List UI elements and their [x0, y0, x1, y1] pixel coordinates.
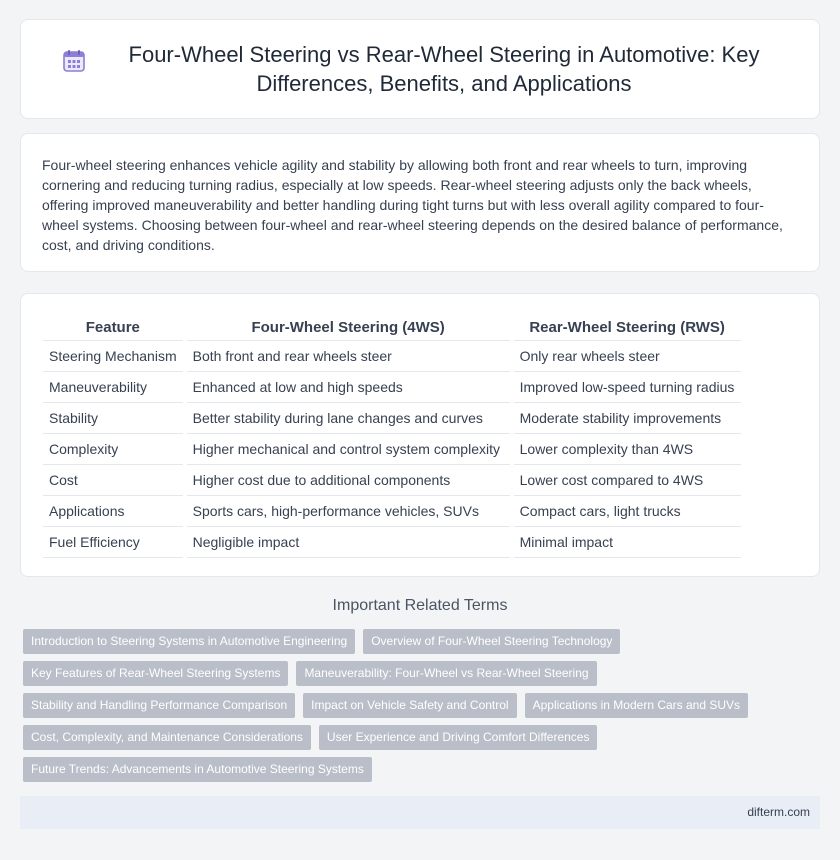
- tag-row: [23, 629, 823, 654]
- related-term-tag[interactable]: Key Features of Rear-Wheel Steering Systems: [23, 661, 288, 686]
- table-row: [43, 372, 741, 403]
- tag-row: [23, 757, 823, 782]
- feature-cell: Stability: [43, 403, 183, 434]
- rear-wheel-cell: Improved low-speed turning radius: [514, 372, 741, 403]
- tag-row: [23, 725, 823, 750]
- table-row: [43, 341, 741, 372]
- page-title: Four-Wheel Steering vs Rear-Wheel Steering in Automotive: Key Differences, Benefits, and Applications: [128, 42, 760, 96]
- header-rear-wheel: Rear-Wheel Steering (RWS): [514, 314, 741, 341]
- comparison-table: [39, 314, 745, 558]
- intro-card: [20, 133, 820, 272]
- related-term-tag[interactable]: Introduction to Steering Systems in Automotive Engineering: [23, 629, 355, 654]
- rear-wheel-cell: Minimal impact: [514, 527, 741, 558]
- table-row: [43, 434, 741, 465]
- footer-site-link[interactable]: difterm.com: [747, 805, 810, 819]
- four-wheel-cell: Both front and rear wheels steer: [187, 341, 510, 372]
- tag-row: [23, 693, 823, 718]
- four-wheel-cell: Enhanced at low and high speeds: [187, 372, 510, 403]
- rear-wheel-cell: Only rear wheels steer: [514, 341, 741, 372]
- related-term-tag[interactable]: Impact on Vehicle Safety and Control: [303, 693, 516, 718]
- header-card: [20, 19, 820, 119]
- related-term-tag[interactable]: Maneuverability: Four-Wheel vs Rear-Wheel Steering: [296, 661, 596, 686]
- rear-wheel-cell: Lower cost compared to 4WS: [514, 465, 741, 496]
- related-term-tag[interactable]: Cost, Complexity, and Maintenance Considerations: [23, 725, 311, 750]
- table-row: [43, 496, 741, 527]
- feature-cell: Maneuverability: [43, 372, 183, 403]
- related-term-tag[interactable]: User Experience and Driving Comfort Differences: [319, 725, 598, 750]
- feature-cell: Applications: [43, 496, 183, 527]
- table-row: [43, 465, 741, 496]
- table-header-row: [43, 314, 741, 341]
- comparison-card: [20, 293, 820, 577]
- feature-cell: Steering Mechanism: [43, 341, 183, 372]
- related-term-tag[interactable]: Future Trends: Advancements in Automotive Steering Systems: [23, 757, 372, 782]
- related-terms-title: Important Related Terms: [332, 597, 508, 614]
- rear-wheel-cell: Compact cars, light trucks: [514, 496, 741, 527]
- header-four-wheel: Four-Wheel Steering (4WS): [187, 314, 510, 341]
- four-wheel-cell: Better stability during lane changes and curves: [187, 403, 510, 434]
- rear-wheel-cell: Moderate stability improvements: [514, 403, 741, 434]
- four-wheel-cell: Negligible impact: [187, 527, 510, 558]
- rear-wheel-cell: Lower complexity than 4WS: [514, 434, 741, 465]
- feature-cell: Fuel Efficiency: [43, 527, 183, 558]
- header-feature: Feature: [43, 314, 183, 341]
- footer: [20, 796, 820, 829]
- calendar-icon: [61, 48, 87, 74]
- four-wheel-cell: Sports cars, high-performance vehicles, SUVs: [187, 496, 510, 527]
- four-wheel-cell: Higher cost due to additional components: [187, 465, 510, 496]
- feature-cell: Cost: [43, 465, 183, 496]
- four-wheel-cell: Higher mechanical and control system complexity: [187, 434, 510, 465]
- feature-cell: Complexity: [43, 434, 183, 465]
- related-term-tag[interactable]: Stability and Handling Performance Comparison: [23, 693, 295, 718]
- related-term-tag[interactable]: Overview of Four-Wheel Steering Technology: [363, 629, 620, 654]
- intro-text: Four-wheel steering enhances vehicle agility and stability by allowing both front and rear wheels to turn, improving cornering and reducing turning radius, especially at low speeds. Rear-wheel steering adjusts only the back wheels, offering improved maneuverability and better handling during tight turns but with less overall agility compared to four-wheel systems. Choosing between four-wheel and rear-wheel steering depends on the desired balance of performance, cost, and driving conditions.: [42, 157, 783, 253]
- table-row: [43, 403, 741, 434]
- table-row: [43, 527, 741, 558]
- related-terms-tags: [23, 629, 823, 789]
- tag-row: [23, 661, 823, 686]
- related-term-tag[interactable]: Applications in Modern Cars and SUVs: [525, 693, 748, 718]
